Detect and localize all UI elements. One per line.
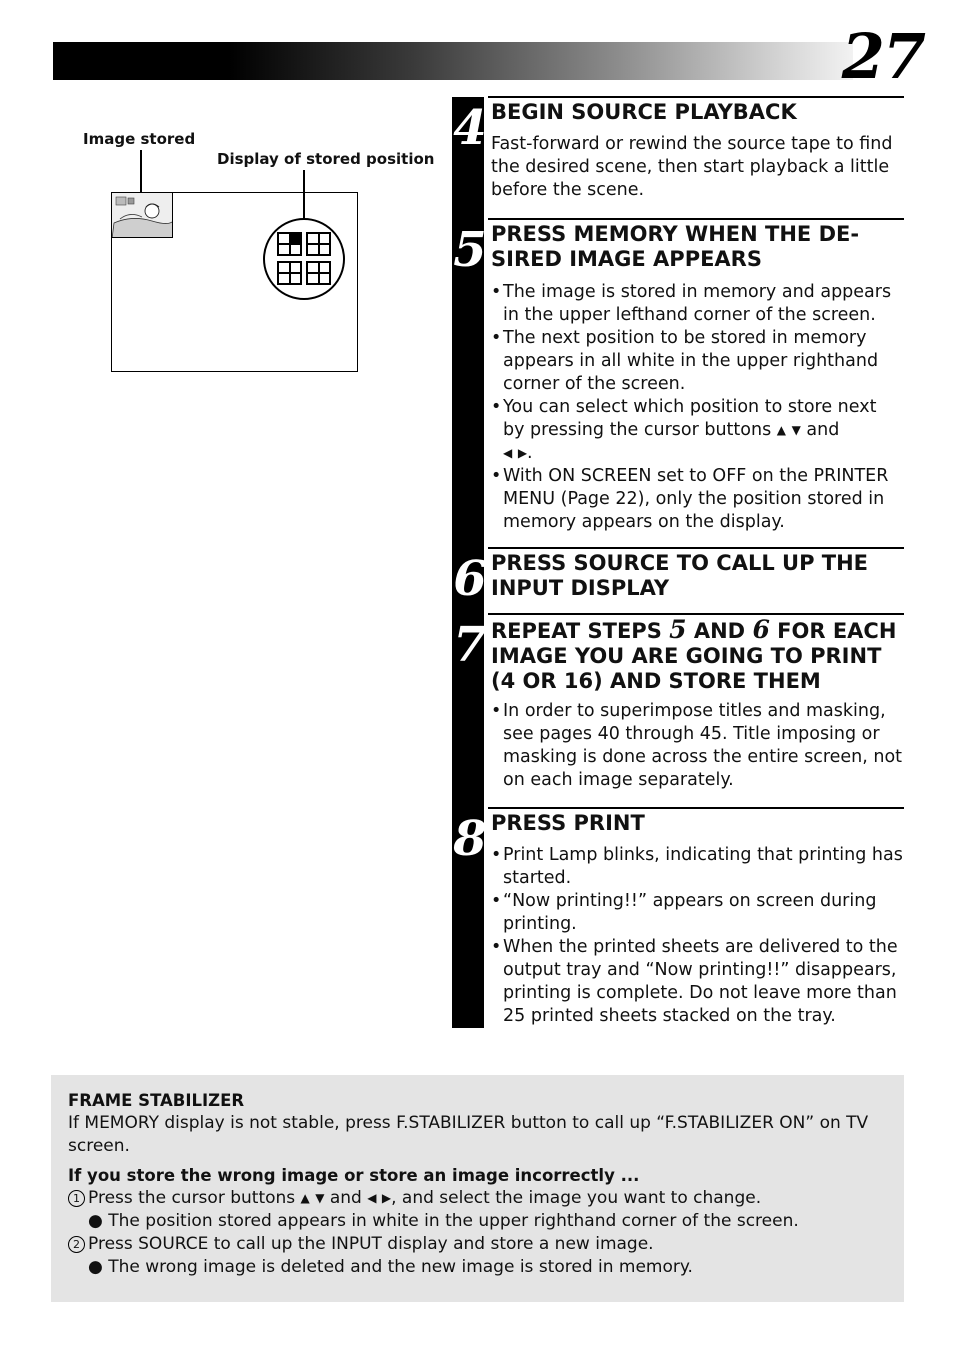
position-quad-bottom-right: [306, 261, 331, 285]
page-number: 27: [841, 20, 924, 93]
step-7-body: [491, 700, 903, 792]
step-5-rule: [488, 218, 904, 220]
right-triangle-icon: ▶: [381, 1191, 392, 1205]
leader-line-image: [140, 150, 142, 195]
list-item: • “Now printing!!” appears on screen during printing.: [491, 890, 903, 936]
frame-stabilizer-note-box: [51, 1075, 904, 1302]
position-quad-top-left: [277, 232, 302, 256]
step-4-rule: [488, 96, 904, 98]
note-item-2-sub-text: The wrong image is deleted and the new image is stored in memory.: [108, 1257, 693, 1277]
label-image-stored: Image stored: [83, 130, 196, 148]
note-item-2: [68, 1233, 888, 1256]
and-word: and: [806, 420, 840, 440]
note-item-1-and: and: [329, 1188, 362, 1208]
step-4-body: Fast-forward or rewind the source tape to find the desired scene, then start playback a little before the scene.: [491, 134, 893, 200]
step-5-body: [491, 281, 903, 534]
note-item-1-sub: [68, 1210, 888, 1233]
list-item: • With ON SCREEN set to OFF on the PRINTER MENU (Page 22), only the position stored in memory appears on the display.: [491, 465, 903, 534]
note-item-1-text-a: Press the cursor buttons: [88, 1188, 296, 1208]
step-7-title-num-2: 6: [752, 615, 770, 644]
step-8-title: PRESS PRINT: [491, 811, 645, 835]
note-text: If MEMORY display is not stable, press F.STABILIZER button to call up “F.STABILIZER ON” on TV screen.: [68, 1113, 869, 1156]
list-item: • The image is stored in memory and appears in the upper lefthand corner of the screen.: [491, 281, 903, 327]
stored-image-thumbnail: [111, 192, 173, 238]
step-7-title-part-a: REPEAT STEPS: [491, 619, 662, 643]
left-triangle-icon: ◀: [367, 1191, 377, 1205]
up-triangle-icon: ▲: [300, 1191, 310, 1205]
step-8-number: 8: [453, 811, 487, 867]
note-item-1-text-b: , and select the image you want to change.: [391, 1188, 762, 1208]
list-item: • Print Lamp blinks, indicating that printing has started.: [491, 844, 903, 890]
step-4-title: BEGIN SOURCE PLAYBACK: [491, 100, 797, 124]
list-item: • The next position to be stored in memory appears in all white in the upper righthand corner of the screen.: [491, 327, 903, 396]
right-triangle-icon: ▶: [517, 446, 528, 460]
step-7-title-part-b: AND: [693, 619, 746, 643]
note-item-2-sub: [68, 1256, 888, 1279]
step-7-number: 7: [453, 617, 487, 673]
note-title: FRAME STABILIZER: [68, 1091, 245, 1110]
up-triangle-icon: ▲: [776, 423, 786, 437]
list-item: • You can select which position to store next by pressing the cursor buttons ▲ ▼ and ◀ ▶.: [491, 396, 903, 465]
bullet-dot-icon: ●: [88, 1257, 103, 1277]
step-6-number: 6: [453, 551, 487, 607]
list-item-text: You can select which position to store next by pressing the cursor buttons: [503, 397, 877, 440]
position-display-circle: [263, 218, 345, 300]
step-6-title: PRESS SOURCE TO CALL UP THE INPUT DISPLAY: [491, 551, 869, 600]
position-quad-bottom-left: [277, 261, 302, 285]
step-6-rule: [488, 547, 904, 549]
note-subtitle: If you store the wrong image or store an image incorrectly ...: [68, 1166, 640, 1185]
step-5-number: 5: [453, 222, 487, 278]
label-display-position: Display of stored position: [217, 150, 435, 168]
note-item-1: [68, 1187, 888, 1210]
circled-number-icon: 2: [68, 1236, 85, 1253]
bullet-dot-icon: ●: [88, 1211, 103, 1231]
step-8-rule: [488, 807, 904, 809]
step-7-rule: [488, 613, 904, 615]
sleeping-child-illustration: [112, 193, 173, 238]
step-7-title-part-c: FOR EACH IMAGE YOU ARE GOING TO PRINT (4 OR 16) AND STORE THEM: [491, 619, 897, 693]
note-item-2-text: Press SOURCE to call up the INPUT display and store a new image.: [88, 1234, 654, 1254]
list-item: • In order to superimpose titles and masking, see pages 40 through 45. Title imposing or masking is done across the entire screen, not on each image separately.: [491, 700, 903, 792]
circled-number-icon: 1: [68, 1190, 85, 1207]
step-7-title: [491, 617, 901, 694]
step-5-title: PRESS MEMORY WHEN THE DE-SIRED IMAGE APPEARS: [491, 222, 860, 271]
step-7-title-num-1: 5: [669, 615, 687, 644]
down-triangle-icon: ▼: [791, 423, 801, 437]
header-gradient-bar: [53, 42, 853, 80]
note-item-1-sub-text: The position stored appears in white in the upper righthand corner of the screen.: [108, 1211, 799, 1231]
position-quad-top-right: [306, 232, 331, 256]
step-4-number: 4: [453, 100, 487, 156]
down-triangle-icon: ▼: [315, 1191, 325, 1205]
step-8-body: [491, 844, 903, 1028]
left-triangle-icon: ◀: [503, 446, 513, 460]
list-item: • When the printed sheets are delivered to the output tray and “Now printing!!” disappears, printing is complete. Do not leave more than 25 printed sheets stacked on the tray.: [491, 936, 903, 1028]
